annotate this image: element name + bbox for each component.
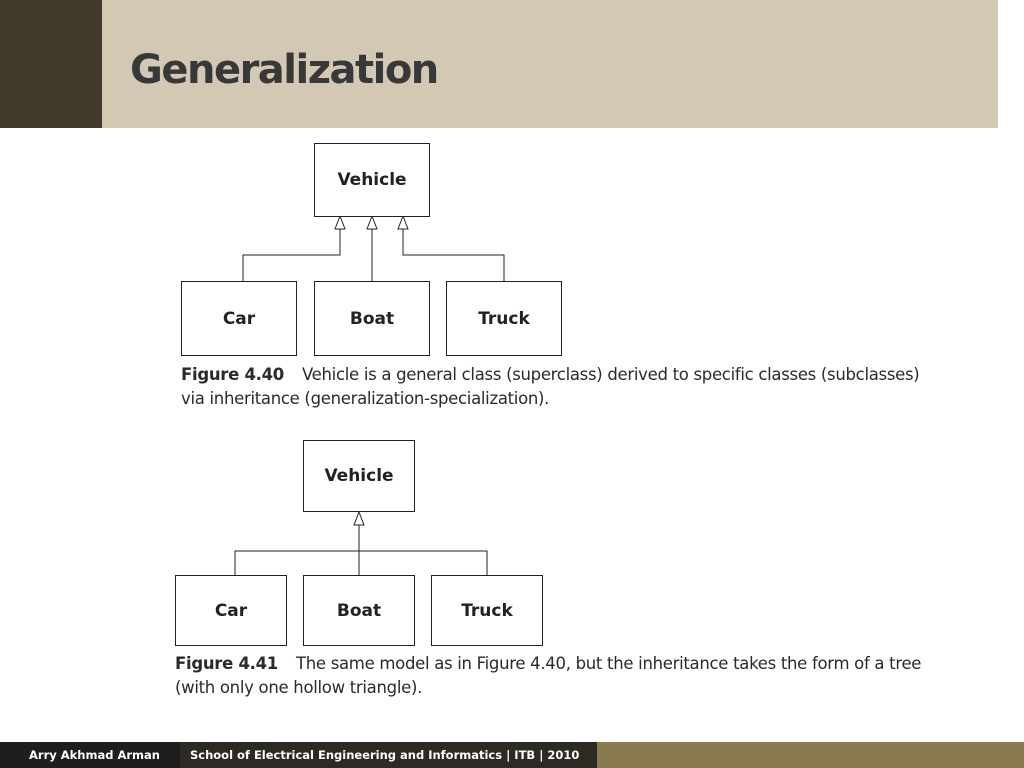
fig2-car-box: Car [175, 575, 287, 646]
figure-1-connectors [243, 216, 504, 281]
figure-2-caption-line1: The same model as in Figure 4.40, but the inheritance takes the form of a tree [295, 654, 922, 673]
fig1-vehicle-box: Vehicle [314, 143, 430, 217]
figure-1-caption-line1: Vehicle is a general class (superclass) derived to specific classes (subclasses) [301, 365, 920, 384]
fig2-vehicle-box: Vehicle [303, 440, 415, 512]
footer-right-block [597, 742, 1024, 768]
car-connector-line [243, 229, 340, 281]
fig2-truck-box: Truck [431, 575, 543, 646]
figure-1-label: Figure 4.40 [181, 365, 284, 384]
fig2-boat-box: Boat [303, 575, 415, 646]
figure-2-caption-line2: (with only one hollow triangle). [175, 678, 423, 697]
figure-2-label: Figure 4.41 [175, 654, 278, 673]
car-hollow-triangle [335, 216, 345, 229]
footer-bar [0, 742, 1024, 768]
truck-connector-line [403, 229, 504, 281]
footer-author: Arry Akhmad Arman [29, 748, 160, 762]
boat-hollow-triangle [367, 216, 377, 229]
tree-horizontal-line [235, 551, 487, 575]
fig1-car-box: Car [181, 281, 297, 356]
tree-hollow-triangle [354, 512, 364, 525]
fig1-boat-box: Boat [314, 281, 430, 356]
footer-institution: School of Electrical Engineering and Informatics | ITB | 2010 [190, 748, 580, 762]
figure-1-caption [181, 363, 919, 411]
figure-2-caption [175, 652, 921, 700]
slide-title: Generalization [130, 47, 438, 93]
figure-2-connectors [235, 512, 487, 575]
fig1-truck-box: Truck [446, 281, 562, 356]
truck-hollow-triangle [398, 216, 408, 229]
figure-1-caption-line2: via inheritance (generalization-specialization). [181, 389, 550, 408]
